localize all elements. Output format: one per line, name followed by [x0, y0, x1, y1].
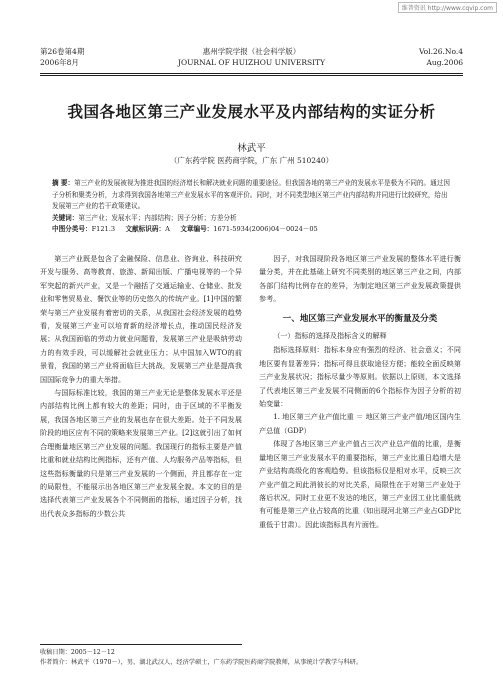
keywords-label: 关键词： [52, 213, 79, 222]
journal-name-cn: 惠州学院学报（社会科学版） [202, 47, 301, 56]
abstract-block [52, 178, 451, 236]
abstract-label: 摘 要： [52, 179, 75, 187]
abstract [52, 178, 451, 213]
author-name: 林武平 [237, 143, 266, 154]
paragraph: 因子，对我国现阶段各地区第三产业发展的整体水平进行衡量分类，并在此基础上研究不同类别的地区第三产业之间，内部各部门结构比例存在的差异，为制定地区第三产业发展政策提供参考。 [259, 254, 461, 304]
volume-en: Vol.26.No.4 [418, 47, 463, 56]
author-bio: 作者简介：林武平（1970－），男，湖北武汉人，经济学硕士，广东药学院医药商学院教师，从事统计学教学与科研。 [40, 659, 363, 666]
header-right [419, 46, 463, 68]
header-rule [40, 73, 463, 74]
doc-code-value: A [165, 225, 170, 234]
header-center [40, 46, 463, 68]
classification-line [52, 224, 451, 236]
keywords [52, 213, 451, 225]
clc-label: 中图分类号： [52, 225, 92, 234]
paragraph: 第三产业既是包含了金融保险、信息业、咨询业、科技研究开发与服务、高等教育、旅游、新闻出版、广播电视等的一个异军突起的新兴产业，又是一个融括了交通运输业、仓储业、批发业和零售贸易业、餐饮业等的历史悠久的传统产业。[1]中国的繁荣与第三产业发展有着密切的关系，从我国社会经济发展的趋势看，发展第三产业可以培育新的经济增长点，推动国民经济发展；从我国面临的劳动力就业问题看，发展第三产业是吸纳劳动力的有效手段，可以缓解社会就业压力；从中国加入WTO的前景看，我国的第三产业将面临巨大挑战，发展第三产业是提高我国国际竞争力的重大举措。 [40, 254, 242, 384]
footnote [40, 648, 463, 668]
volume-cn: 第26卷第4期 [40, 47, 85, 56]
header-rule-double [40, 75, 463, 76]
article-number-label: 文章编号： [180, 225, 214, 234]
date-en: Aug.2006 [426, 58, 463, 67]
article-number-value: 1671-5934(2006)04－0024－05 [213, 225, 318, 234]
subsection-heading: （一）指标的选择及指标含义的解释 [273, 331, 387, 341]
keywords-text: 第三产业；发展水平；内部结构；因子分析；方差分析 [78, 213, 237, 222]
journal-header [40, 46, 463, 72]
footnote-rule [40, 644, 242, 645]
author-affiliation: （广东药学院 医药商学院，广东 广州 510240） [169, 156, 334, 165]
paragraph: 与国际标准比较，我国的第三产业无论是整体发展水平还是内部结构比例上都有较大的差距；同时，由于区域的不平衡发展，我国各地区第三产业的发展也存在很大差距。处于不同发展阶段的地区应有不同的策略来发展第三产业。[2]这就引出了如何合理衡量地区第三产业发展的问题。我国现行的指标主要是产值比重和就业结构比例指标，还有产值、人均服务产品等指标，但这些指标衡量的只是第三产业发展的一个侧面，并且都存在一定的局限性，不能展示出各地区第三产业发展全貌。本文的目的是选择代表第三产业发展各个不同侧面的指标，通过因子分析，找出代表众多指标的少数公共 [40, 388, 242, 518]
paragraph: 指标选择原则：指标本身应有强烈的经济、社会意义；不同地区要有显著差异；指标可得且获取途径方便；能较全面反映第三产业发展状况；指标尽量少等原则。依据以上原则，本文选择了代表地区第三产业发展不同侧面的6个指标作为因子分析的初始变量： [259, 345, 461, 409]
received-date: 收稿日期：2005－12－12 [40, 649, 115, 656]
body-column-right [259, 252, 461, 531]
indicator-definition: 1. 地区第三产业产值比重 ＝ 地区第三产业产值/地区国内生产总值（GDP） [259, 412, 461, 435]
paper-title: 我国各地区第三产业发展水平及内部结构的实证分析 [67, 102, 436, 121]
journal-name-en: JOURNAL OF HUIZHOU UNIVERSITY [177, 58, 326, 67]
date-cn: 2006年8月 [40, 58, 79, 67]
section-heading: 一、地区第三产业发展水平的衡量及分类 [282, 313, 438, 324]
clc-value: F121.3 [91, 225, 116, 234]
paragraph: 体现了各地区第三产业产值占三次产业总产值的比重，是衡量地区第三产业发展水平的重要指标，第三产业比重日趋增大是产业结构高级化的客观趋势。但该指标仅是相对水平，反映三次产业产值之间此消彼长的对比关系，局限性在于对第三产业处于落后状况，同时工业更不发达的地区，第三产业因工业比重低就有可能是第三产业占较高的比重（如出现河北第三产业占GDP比重低于甘肃）。因此该指标具有片面性。 [259, 439, 461, 529]
watermark: 维普资讯 http://www.cqvip.com [398, 2, 497, 13]
abstract-text: 第三产业的发展被视为推进我国的经济增长和解决就业问题的重要途径。但我国各地的第三产业的发展水平是极为不同的。通过因子分析和聚类分析，力求得到我国各地第三产业发展水平的客观评价。同时，对不同类型地区第三产业内部结构并同进行比较研究，给出发展第三产业的若干政策建议。 [52, 179, 450, 211]
doc-code-label: 文献标识码： [125, 225, 166, 234]
body-column-left [40, 252, 242, 520]
